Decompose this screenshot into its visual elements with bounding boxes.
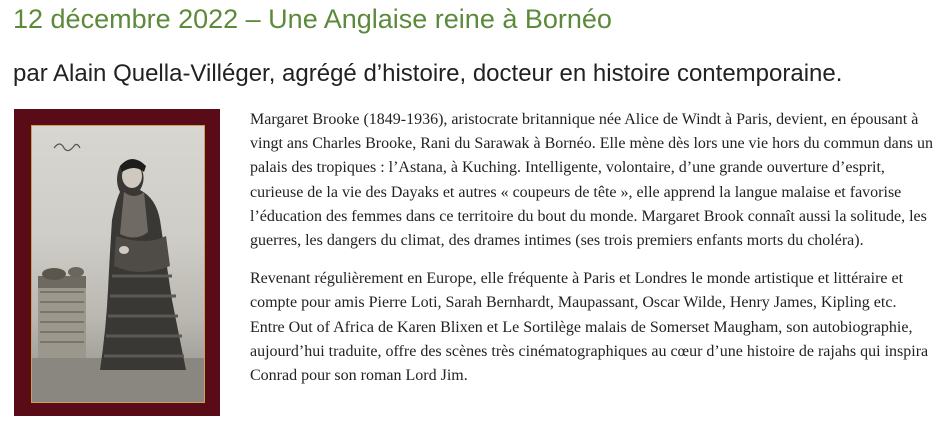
article-title: 12 décembre 2022 – Une Anglaise reine à Bornéo xyxy=(13,4,612,34)
article-paragraph: Margaret Brooke (1849-1936), aristocrate britannique née Alice de Windt à Paris, devient, en épousant à vingt ans Charles Brooke, Rani du Sarawak à Bornéo. Elle mène dès lors une vie hors du commun dans un palais des tropiques : l’Astana, à Kuching. Intelligente, volontaire, d’une grande ouverture d’esprit, curieuse de la vie des Dayaks et autres « coupeurs de tête », elle apprend la langue malaise et favorise l’éducation des femmes dans ce territoire du bout du monde. Margaret Brook connaît aussi la solitude, les guerres, les dangers du climat, des drames intimes (ses trois premiers enfants morts du choléra). xyxy=(250,111,933,250)
portrait-photo-frame xyxy=(14,109,220,416)
author-byline: par Alain Quella-Villéger, agrégé d’histoire, docteur en histoire contemporaine. xyxy=(13,60,843,87)
article-body xyxy=(250,108,935,402)
portrait-illustration xyxy=(32,126,204,402)
article-paragraph: Revenant régulièrement en Europe, elle fréquente à Paris et Londres le monde artistique et littéraire et compte pour amis Pierre Loti, Sarah Bernhardt, Maupassant, Oscar Wilde, Henry James, Kipling etc. Entre Out of Africa de Karen Blixen et Le Sortilège malais de Somerset Maugham, son autobiographie, aujourd’hui traduite, offre des scènes très cinématographiques au cœur d’une histoire de rajahs qui inspira Conrad pour son roman Lord Jim. xyxy=(250,270,929,385)
portrait-photo xyxy=(31,125,205,403)
